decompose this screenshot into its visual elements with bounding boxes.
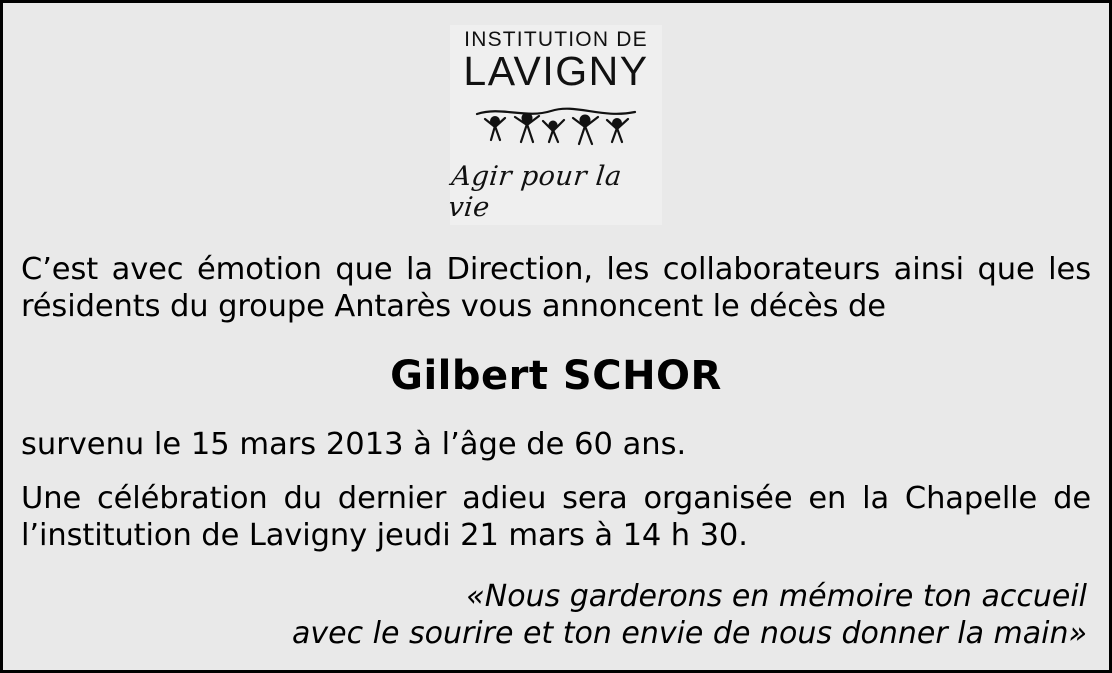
intro-paragraph: C’est avec émotion que la Direction, les collaborateurs ainsi que les résidents du groupe Antarès vous annoncent le décès de [21, 252, 1091, 325]
deceased-name: Gilbert SCHOR [390, 352, 722, 399]
people-holding-hands-icon [471, 99, 641, 155]
notice-content [3, 3, 1109, 670]
logo-block [21, 25, 1091, 225]
ceremony-line: Une célébration du dernier adieu sera organisée en la Chapelle de l’institution de Lavigny jeudi 21 mars à 14 h 30. [21, 480, 1091, 553]
quote-line-1: «Nous garderons en mémoire ton accueil [466, 578, 1087, 614]
logo-tagline: Agir pour la vie [446, 161, 624, 224]
death-line: survenu le 15 mars 2013 à l’âge de 60 ans. [21, 427, 687, 463]
quote-line-2: avec le sourire et ton envie de nous donner la main» [292, 616, 1087, 652]
logo-card [446, 25, 662, 225]
logo-institution-line: INSTITUTION DE [464, 28, 648, 51]
announcement-body [21, 251, 1091, 653]
memorial-quote [21, 578, 1091, 653]
logo-name-line: LAVIGNY [463, 48, 649, 95]
